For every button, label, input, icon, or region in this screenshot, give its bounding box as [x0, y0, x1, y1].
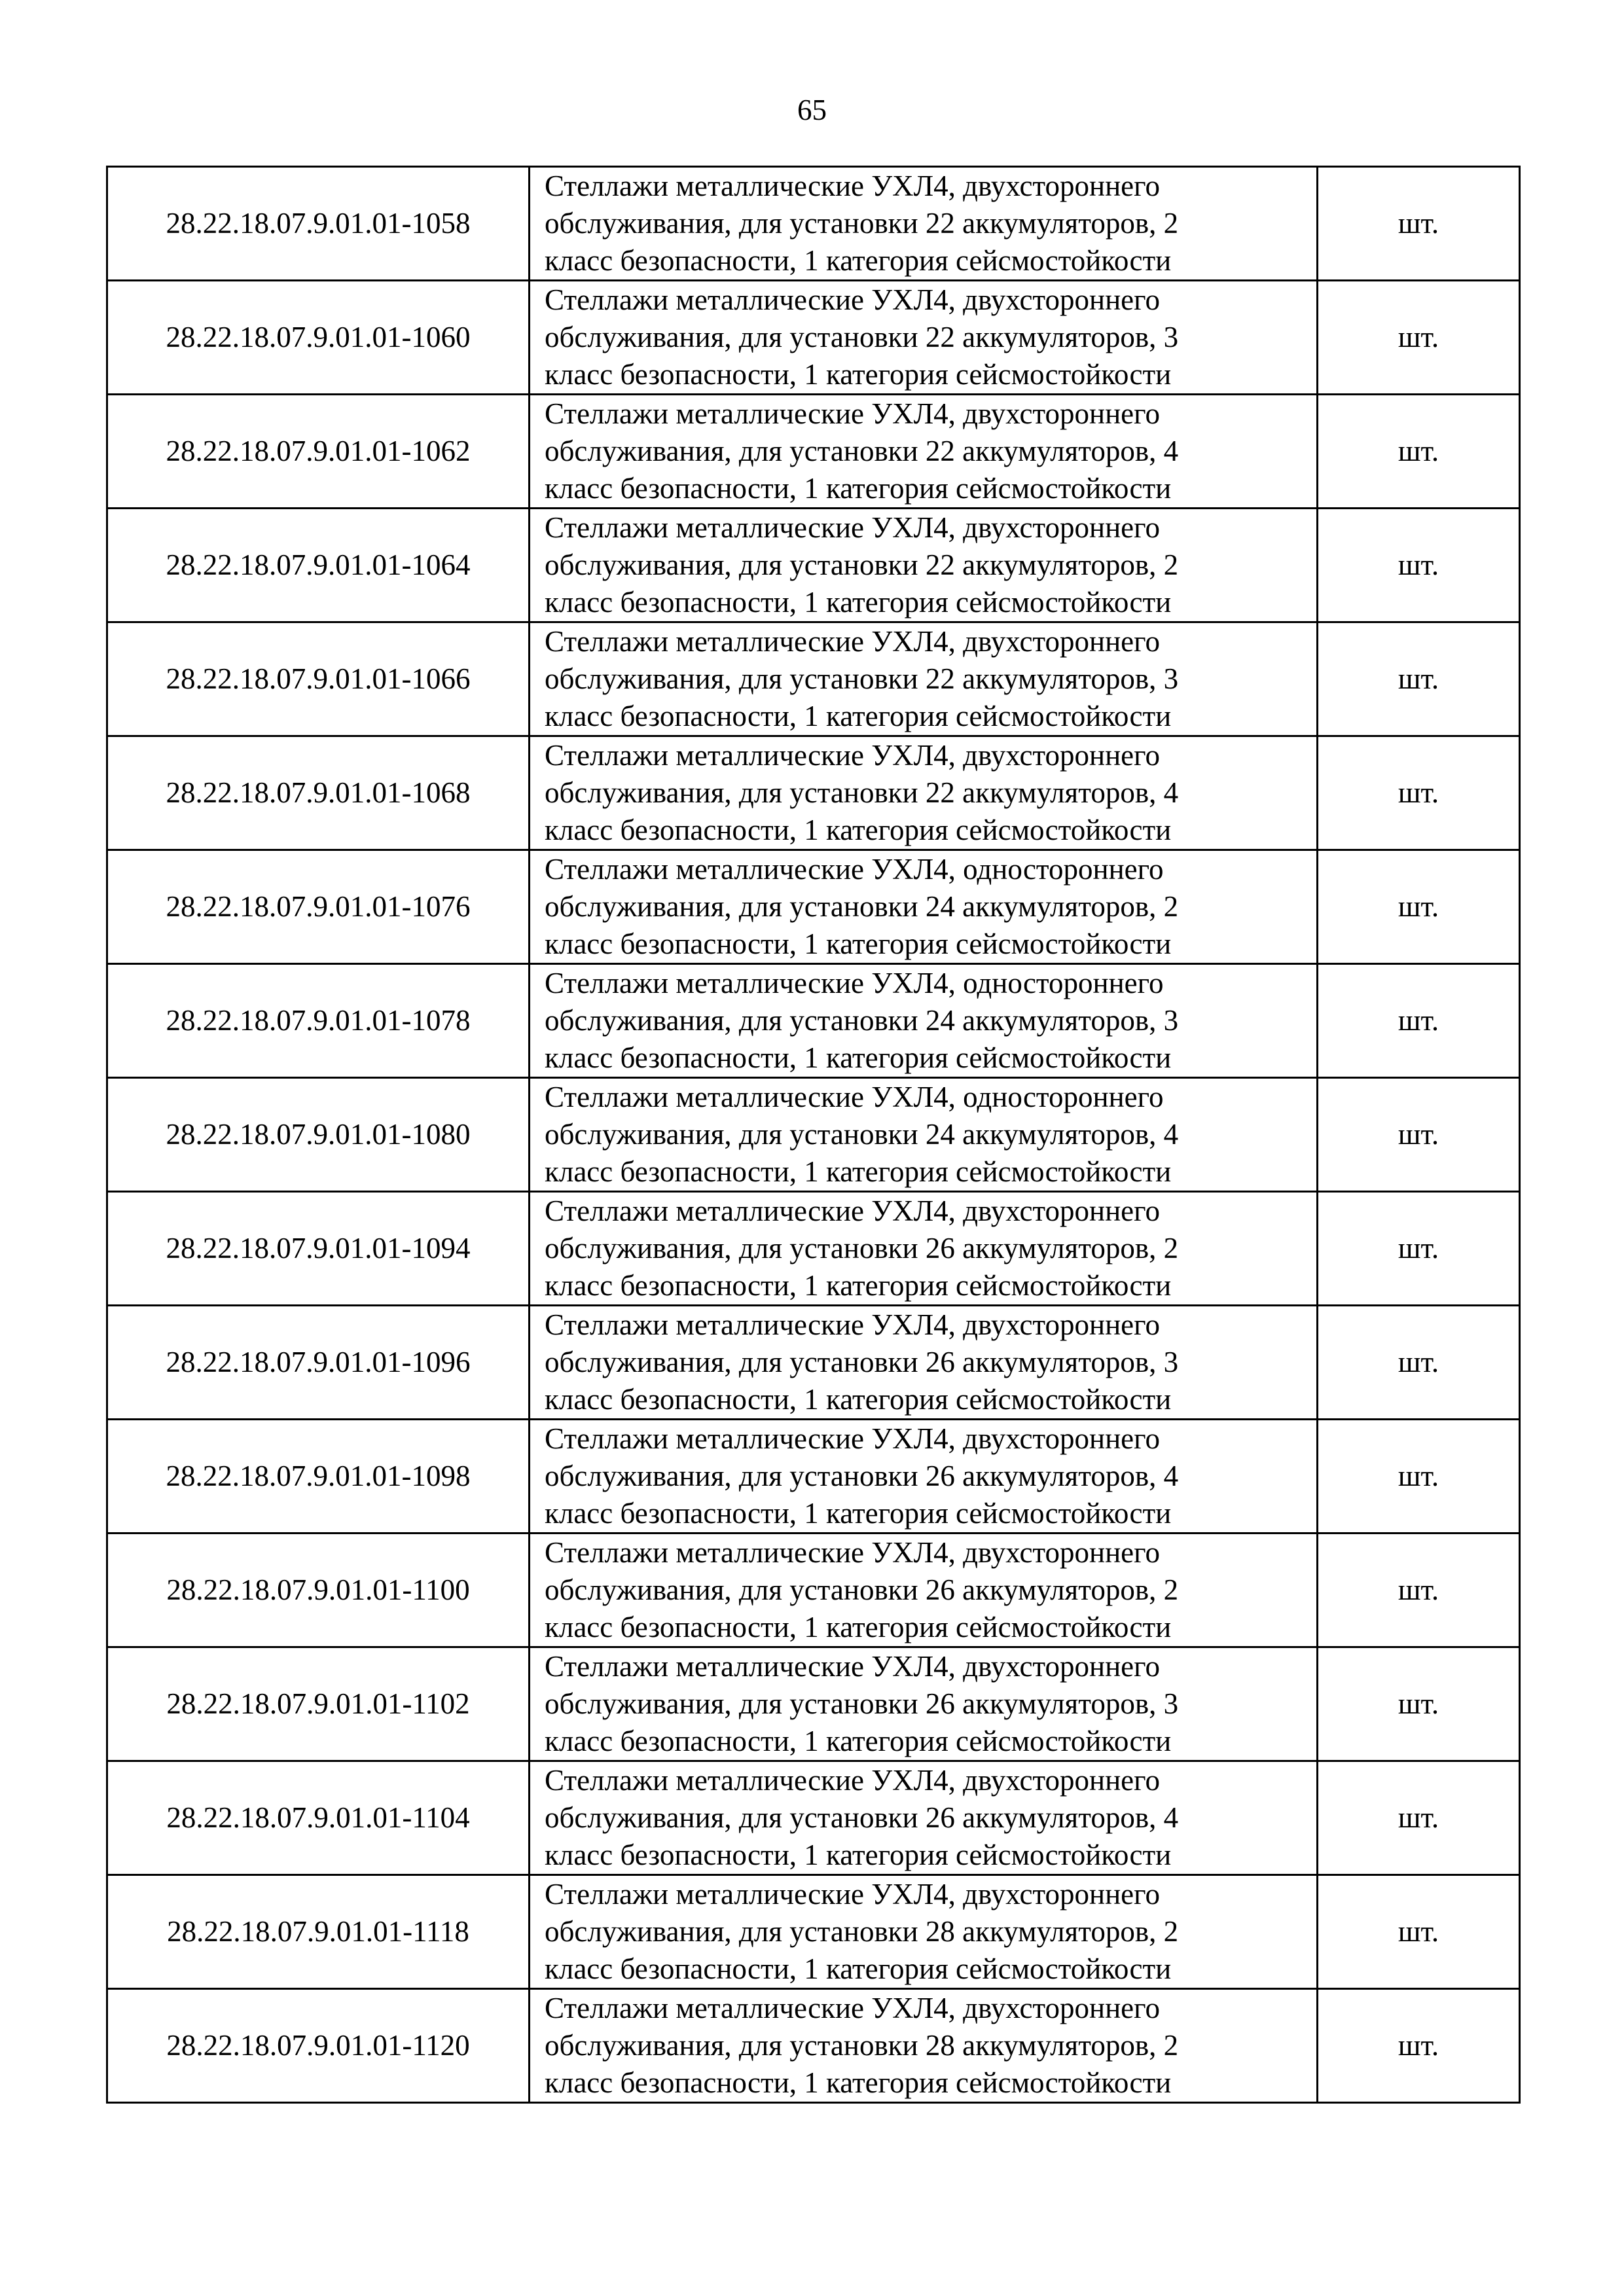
description-line: Стеллажи металлические УХЛ4, двухстороннего [545, 1422, 1160, 1455]
resource-description-cell [530, 1306, 1318, 1420]
resource-code-cell: 28.22.18.07.9.01.01-1058 [107, 167, 530, 281]
description-line: обслуживания, для установки 22 аккумуляторов, 3 [545, 321, 1179, 353]
resource-table [106, 166, 1521, 2104]
unit-cell: шт. [1318, 167, 1520, 281]
description-line: обслуживания, для установки 22 аккумуляторов, 3 [545, 662, 1179, 695]
resource-code-cell: 28.22.18.07.9.01.01-1096 [107, 1306, 530, 1420]
description-line: обслуживания, для установки 22 аккумуляторов, 4 [545, 776, 1179, 809]
resource-description-cell [530, 1761, 1318, 1875]
description-line: класс безопасности, 1 категория сейсмостойкости [545, 814, 1172, 846]
description-line: класс безопасности, 1 категория сейсмостойкости [545, 244, 1172, 277]
resource-code-cell: 28.22.18.07.9.01.01-1060 [107, 281, 530, 395]
unit-cell: шт. [1318, 850, 1520, 964]
description-line: класс безопасности, 1 категория сейсмостойкости [545, 358, 1172, 391]
description-line: класс безопасности, 1 категория сейсмостойкости [545, 2066, 1172, 2099]
description-line: класс безопасности, 1 категория сейсмостойкости [545, 700, 1172, 732]
table-row [107, 395, 1520, 509]
description-line: класс безопасности, 1 категория сейсмостойкости [545, 1725, 1172, 1757]
description-line: обслуживания, для установки 24 аккумуляторов, 3 [545, 1004, 1179, 1037]
unit-cell: шт. [1318, 1534, 1520, 1647]
resource-code-cell: 28.22.18.07.9.01.01-1066 [107, 622, 530, 736]
table-row [107, 1761, 1520, 1875]
description-line: класс безопасности, 1 категория сейсмостойкости [545, 927, 1172, 960]
table-row [107, 1647, 1520, 1761]
description-line: обслуживания, для установки 28 аккумуляторов, 2 [545, 1915, 1179, 1948]
unit-cell: шт. [1318, 281, 1520, 395]
table-row [107, 1989, 1520, 2103]
page-number: 65 [797, 94, 827, 126]
resource-description-cell [530, 1875, 1318, 1989]
description-line: Стеллажи металлические УХЛ4, одностороннего [545, 967, 1164, 999]
resource-code-cell: 28.22.18.07.9.01.01-1064 [107, 509, 530, 622]
resource-description-cell [530, 736, 1318, 850]
description-line: обслуживания, для установки 26 аккумуляторов, 4 [545, 1801, 1179, 1834]
description-line: Стеллажи металлические УХЛ4, двухстороннего [545, 739, 1160, 772]
resource-description-cell [530, 1078, 1318, 1192]
table-row [107, 622, 1520, 736]
resource-code-cell: 28.22.18.07.9.01.01-1118 [107, 1875, 530, 1989]
unit-cell: шт. [1318, 1875, 1520, 1989]
description-line: Стеллажи металлические УХЛ4, двухстороннего [545, 511, 1160, 544]
description-line: Стеллажи металлические УХЛ4, одностороннего [545, 1081, 1164, 1113]
resource-code-cell: 28.22.18.07.9.01.01-1102 [107, 1647, 530, 1761]
resource-description-cell [530, 167, 1318, 281]
description-line: обслуживания, для установки 26 аккумуляторов, 4 [545, 1460, 1179, 1492]
unit-cell: шт. [1318, 736, 1520, 850]
table-row [107, 850, 1520, 964]
unit-cell: шт. [1318, 1647, 1520, 1761]
resource-description-cell [530, 850, 1318, 964]
description-line: Стеллажи металлические УХЛ4, двухстороннего [545, 1308, 1160, 1341]
unit-cell: шт. [1318, 1989, 1520, 2103]
description-line: класс безопасности, 1 категория сейсмостойкости [545, 1155, 1172, 1188]
resource-description-cell [530, 395, 1318, 509]
description-line: Стеллажи металлические УХЛ4, двухстороннего [545, 283, 1160, 316]
unit-cell: шт. [1318, 1420, 1520, 1534]
resource-description-cell [530, 1647, 1318, 1761]
table-row [107, 1534, 1520, 1647]
description-line: обслуживания, для установки 22 аккумуляторов, 2 [545, 548, 1179, 581]
description-line: Стеллажи металлические УХЛ4, двухстороннего [545, 1764, 1160, 1797]
table-row [107, 167, 1520, 281]
description-line: обслуживания, для установки 24 аккумуляторов, 2 [545, 890, 1179, 923]
table-row [107, 1875, 1520, 1989]
description-line: класс безопасности, 1 категория сейсмостойкости [545, 1839, 1172, 1871]
unit-cell: шт. [1318, 964, 1520, 1078]
resource-code-cell: 28.22.18.07.9.01.01-1062 [107, 395, 530, 509]
description-line: обслуживания, для установки 22 аккумуляторов, 2 [545, 207, 1179, 240]
table-body [107, 167, 1520, 2103]
unit-cell: шт. [1318, 395, 1520, 509]
table-row [107, 509, 1520, 622]
description-line: класс безопасности, 1 категория сейсмостойкости [545, 1269, 1172, 1302]
description-line: Стеллажи металлические УХЛ4, двухстороннего [545, 1650, 1160, 1683]
resource-code-cell: 28.22.18.07.9.01.01-1100 [107, 1534, 530, 1647]
resource-code-cell: 28.22.18.07.9.01.01-1120 [107, 1989, 530, 2103]
table-row [107, 1420, 1520, 1534]
description-line: обслуживания, для установки 24 аккумуляторов, 4 [545, 1118, 1179, 1151]
table-row [107, 1306, 1520, 1420]
resource-description-cell [530, 1989, 1318, 2103]
unit-cell: шт. [1318, 1306, 1520, 1420]
resource-code-cell: 28.22.18.07.9.01.01-1094 [107, 1192, 530, 1306]
description-line: Стеллажи металлические УХЛ4, двухстороннего [545, 1992, 1160, 2024]
description-line: обслуживания, для установки 26 аккумуляторов, 2 [545, 1573, 1179, 1606]
resource-description-cell [530, 281, 1318, 395]
unit-cell: шт. [1318, 1192, 1520, 1306]
resource-code-cell: 28.22.18.07.9.01.01-1080 [107, 1078, 530, 1192]
description-line: класс безопасности, 1 категория сейсмостойкости [545, 472, 1172, 505]
table-row [107, 736, 1520, 850]
resource-code-cell: 28.22.18.07.9.01.01-1098 [107, 1420, 530, 1534]
resource-description-cell [530, 1420, 1318, 1534]
resource-code-cell: 28.22.18.07.9.01.01-1078 [107, 964, 530, 1078]
description-line: Стеллажи металлические УХЛ4, одностороннего [545, 853, 1164, 886]
description-line: Стеллажи металлические УХЛ4, двухстороннего [545, 1536, 1160, 1569]
description-line: обслуживания, для установки 26 аккумуляторов, 2 [545, 1232, 1179, 1265]
description-line: класс безопасности, 1 категория сейсмостойкости [545, 1611, 1172, 1643]
description-line: обслуживания, для установки 28 аккумуляторов, 2 [545, 2029, 1179, 2062]
resource-code-cell: 28.22.18.07.9.01.01-1076 [107, 850, 530, 964]
table-row [107, 1192, 1520, 1306]
description-line: обслуживания, для установки 26 аккумуляторов, 3 [545, 1346, 1179, 1378]
unit-cell: шт. [1318, 622, 1520, 736]
resource-description-cell [530, 964, 1318, 1078]
unit-cell: шт. [1318, 509, 1520, 622]
description-line: Стеллажи металлические УХЛ4, двухстороннего [545, 397, 1160, 430]
resource-description-cell [530, 509, 1318, 622]
description-line: обслуживания, для установки 22 аккумуляторов, 4 [545, 435, 1179, 467]
description-line: класс безопасности, 1 категория сейсмостойкости [545, 1497, 1172, 1530]
description-line: Стеллажи металлические УХЛ4, двухстороннего [545, 170, 1160, 202]
description-line: класс безопасности, 1 категория сейсмостойкости [545, 586, 1172, 619]
description-line: Стеллажи металлические УХЛ4, двухстороннего [545, 1194, 1160, 1227]
table-row [107, 964, 1520, 1078]
description-line: Стеллажи металлические УХЛ4, двухстороннего [545, 1878, 1160, 1910]
resource-description-cell [530, 622, 1318, 736]
table-row [107, 1078, 1520, 1192]
description-line: Стеллажи металлические УХЛ4, двухстороннего [545, 625, 1160, 658]
description-line: класс безопасности, 1 категория сейсмостойкости [545, 1383, 1172, 1416]
description-line: обслуживания, для установки 26 аккумуляторов, 3 [545, 1687, 1179, 1720]
description-line: класс безопасности, 1 категория сейсмостойкости [545, 1952, 1172, 1985]
unit-cell: шт. [1318, 1761, 1520, 1875]
table-row [107, 281, 1520, 395]
resource-description-cell [530, 1534, 1318, 1647]
description-line: класс безопасности, 1 категория сейсмостойкости [545, 1041, 1172, 1074]
resource-code-cell: 28.22.18.07.9.01.01-1068 [107, 736, 530, 850]
resource-description-cell [530, 1192, 1318, 1306]
unit-cell: шт. [1318, 1078, 1520, 1192]
resource-code-cell: 28.22.18.07.9.01.01-1104 [107, 1761, 530, 1875]
